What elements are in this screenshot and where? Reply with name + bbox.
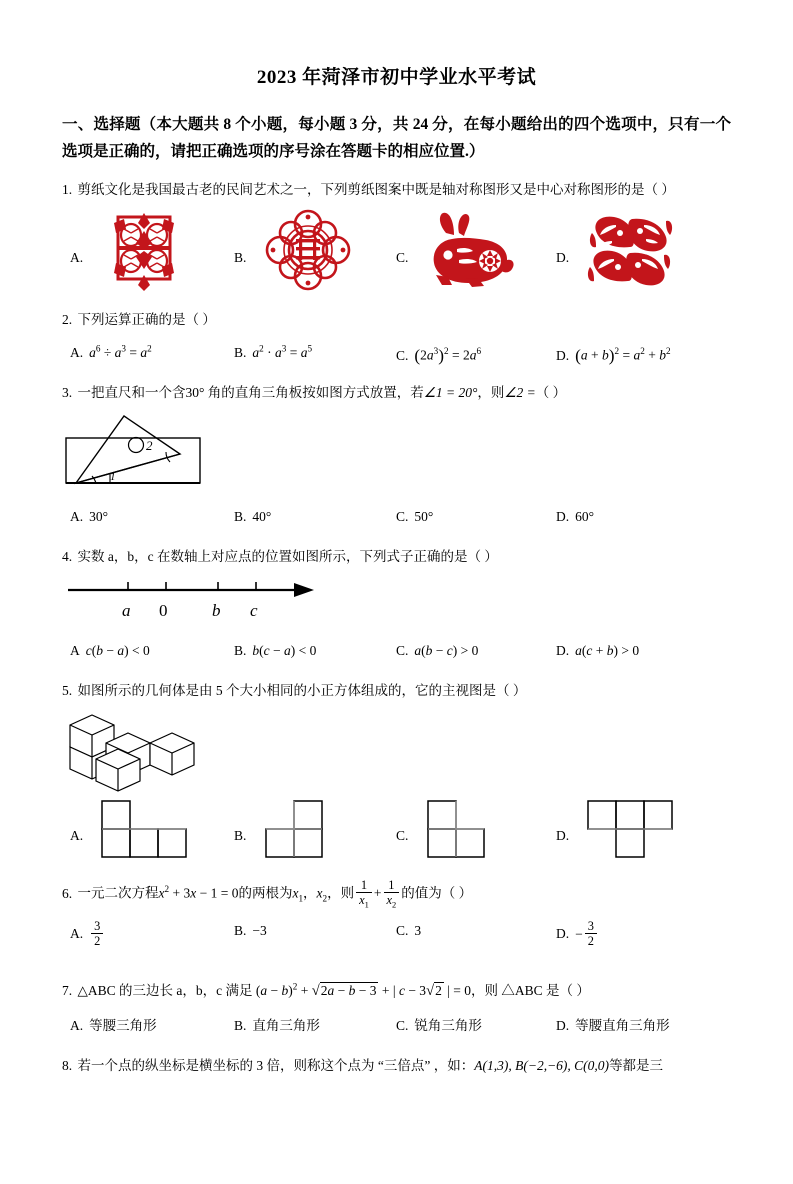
question-7-option-b: B. 直角三角形	[234, 1017, 320, 1033]
papercut-double-fish-icon	[586, 209, 676, 291]
question-3-stem	[62, 382, 731, 404]
question-8-text-before: 若一个点的纵坐标是横坐标的 3 倍，则称这个点为 “三倍点” ，如：	[77, 1057, 475, 1073]
question-7-stem	[62, 980, 731, 1003]
papercut-rabbit-icon	[426, 209, 518, 291]
question-4	[62, 546, 731, 666]
question-1-options	[62, 209, 731, 295]
question-1-text: 剪纸文化是我国最古老的民间艺术之一，下列剪纸图案中既是轴对称图形又是中心对称图形的是（ ）	[77, 182, 675, 198]
question-3-option-b: B. 40°	[234, 509, 272, 525]
question-1	[62, 179, 731, 295]
question-4-option-c: C. a(b − c) > 0	[396, 642, 479, 658]
question-2-option-a: A. $a^6 \div a^3 = a^2$	[70, 343, 152, 361]
question-4-option-b: B. b(c − a) < 0	[234, 642, 317, 658]
question-7-number: 7.	[62, 982, 73, 998]
question-8-stem	[62, 1055, 731, 1077]
question-6-option-a: A. $\frac{3}{2}$	[70, 920, 105, 948]
question-3-asked: ∠2 =	[504, 385, 536, 401]
question-5-stem	[62, 680, 731, 702]
question-4-options	[62, 640, 731, 666]
question-5-text: 如图所示的几何体是由 5 个大小相同的小正方体组成的，它的主视图是（ ）	[77, 682, 527, 698]
question-2-stem	[62, 309, 731, 331]
question-5-number: 5.	[62, 682, 73, 698]
question-7	[62, 980, 731, 1041]
angle-1-label: 1	[110, 471, 116, 484]
question-6-fraction-2: $\frac{1}{x_2}$	[384, 879, 400, 907]
question-6-options	[62, 920, 731, 966]
five-cube-solid-figure	[62, 707, 731, 795]
question-7-text-after: ，则 △ABC 是（ ）	[471, 982, 590, 998]
question-2	[62, 309, 731, 369]
angle-2-label: 2	[146, 438, 153, 454]
question-8-number: 8.	[62, 1057, 73, 1073]
question-2-option-b: B. $a^2 \cdot a^3 = a^5$	[234, 343, 313, 361]
question-6-number: 6.	[62, 885, 73, 901]
question-7-equation: $(a - b)^2 + √2a - b - 3$ + | c − 3√2 | = 0	[255, 981, 472, 999]
question-8-text-after: 等都是三	[609, 1057, 664, 1073]
question-2-text: 下列运算正确的是（ ）	[77, 311, 216, 327]
question-4-text: 实数 a，b，c 在数轴上对应点的位置如图所示，下列式子正确的是（ ）	[77, 549, 498, 565]
question-5	[62, 680, 731, 866]
grid-shape-c-figure	[426, 799, 536, 861]
question-3-option-c: C. 50°	[396, 509, 434, 525]
question-7-option-a: A. 等腰三角形	[70, 1017, 157, 1033]
question-1-option-a-label: A.	[70, 249, 84, 265]
question-4-number: 4.	[62, 549, 73, 565]
question-3-options	[62, 506, 731, 532]
question-1-number: 1.	[62, 182, 73, 198]
number-line-label-0: 0	[159, 600, 168, 620]
question-2-option-c: C. $(2a^3)^2 = 2a^6$	[396, 346, 482, 366]
question-3-option-a: A. 30°	[70, 509, 109, 525]
question-3-angle-value: 30°	[185, 385, 205, 401]
question-5-option-d-label: D.	[556, 828, 570, 844]
question-5-options	[62, 799, 731, 865]
number-line-label-c: c	[250, 600, 258, 620]
question-1-option-d-label: D.	[556, 249, 570, 265]
question-6-option-d: D. − $\frac{3}{2}$	[556, 920, 599, 948]
question-6-text-middle: 的两根为	[238, 885, 293, 901]
question-1-stem	[62, 179, 731, 201]
question-6-text-before: 一元二次方程	[77, 885, 159, 901]
question-6-text-tail: 的值为（ ）	[401, 885, 473, 901]
question-4-option-d: D. a(c + b) > 0	[556, 642, 640, 658]
question-6-option-c: C. 3	[396, 922, 422, 938]
question-1-option-b-label: B.	[234, 249, 247, 265]
question-3-option-d: D. 60°	[556, 509, 595, 525]
number-line-label-a: a	[122, 600, 131, 620]
question-3-given: ∠1 = 20°	[423, 385, 478, 401]
question-3-text-before: 一把直尺和一个含	[77, 385, 186, 401]
question-6	[62, 879, 731, 965]
question-7-option-c: C. 锐角三角形	[396, 1017, 482, 1033]
question-5-option-b-label: B.	[234, 828, 247, 844]
page-title: 2023 年菏泽市初中学业水平考试	[256, 67, 537, 88]
question-7-option-d: D. 等腰直角三角形	[556, 1017, 670, 1033]
question-2-number: 2.	[62, 311, 73, 327]
question-3-blank: （ ）	[535, 385, 567, 401]
question-4-option-a: A c(b − a) < 0	[70, 642, 150, 658]
question-3	[62, 382, 731, 532]
question-1-option-c-label: C.	[396, 249, 409, 265]
question-6-text-after: ，则	[327, 885, 355, 901]
papercut-double-happiness-icon	[264, 209, 352, 291]
grid-shape-b-figure	[264, 799, 374, 861]
question-2-options	[62, 342, 731, 368]
question-3-number: 3.	[62, 385, 73, 401]
section-heading: 一、选择题（本大题共 8 个小题，每小题 3 分，共 24 分，在每小题给出的四个选项中，只有一个选项是正确的，请把正确选项的序号涂在答题卡的相应位置.）	[62, 116, 731, 161]
question-8-points: A(1,3), B(−2,−6), C(0,0)	[474, 1057, 610, 1073]
exam-page	[0, 62, 793, 1184]
number-line-label-b: b	[212, 600, 221, 620]
number-line-figure	[62, 574, 731, 628]
question-5-option-c-label: C.	[396, 828, 409, 844]
question-7-text-before: △ABC 的三边长 a，b，c 满足	[77, 982, 253, 998]
ruler-and-triangle-figure	[62, 410, 731, 494]
question-6-option-b: B. −3	[234, 922, 267, 938]
grid-shape-d-figure	[586, 799, 696, 861]
grid-shape-a-figure	[100, 799, 210, 861]
papercut-floral-square-icon	[100, 209, 188, 291]
question-3-text-middle: 角的直角三角板按如图方式放置，若	[207, 385, 424, 401]
question-8	[62, 1055, 731, 1077]
question-2-option-d: D. $(a + b)^2 = a^2 + b^2$	[556, 346, 671, 366]
question-6-fraction-1: $\frac{1}{x_1}$	[356, 879, 372, 907]
question-7-options	[62, 1015, 731, 1041]
question-6-stem: 6. 一元二次方程$x^2 + 3x - 1 = 0$的两根为$x_1$，$x_2$，则 $\frac{1}{x_1}$ + $\frac{1}{x_2}$ 的值为（ ）	[62, 878, 473, 910]
question-3-text-after: ，则	[477, 385, 505, 401]
question-5-option-a-label: A.	[70, 828, 84, 844]
question-4-stem	[62, 546, 731, 568]
